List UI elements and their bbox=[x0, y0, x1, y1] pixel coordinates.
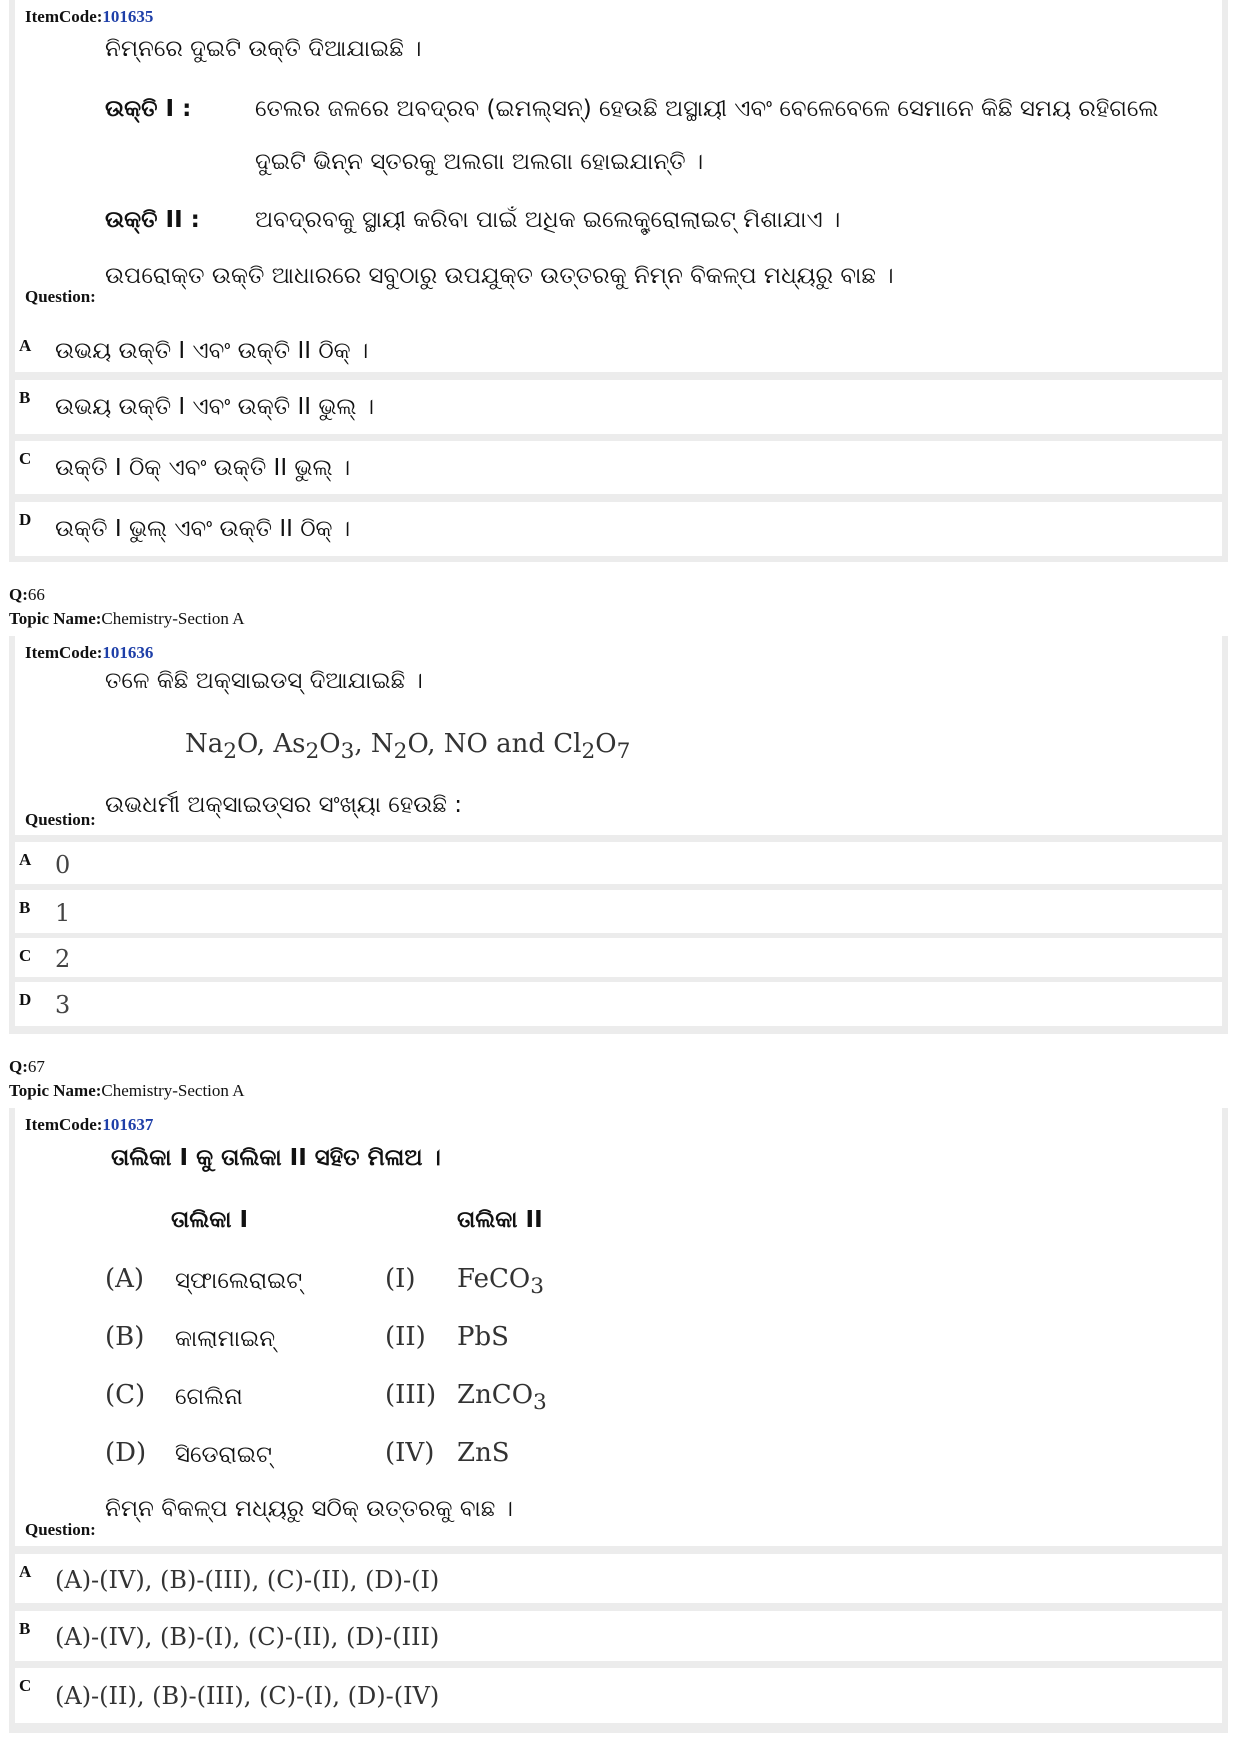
formula-znco3: ZnCO$_3$ bbox=[457, 1380, 547, 1416]
formula-zns: ZnS bbox=[457, 1438, 510, 1468]
option-d[interactable]: D ଉକ୍ତି I ଭୁଲ୍ ଏବଂ ଉକ୍ତି II ଠିକ୍ । bbox=[15, 502, 1222, 556]
question-67-topic: Topic Name:Chemistry-Section A bbox=[9, 1081, 245, 1100]
list-row-rkey: (III) bbox=[385, 1380, 437, 1410]
item-code: ItemCode:101636 bbox=[25, 643, 154, 662]
list-row-key: (D) bbox=[105, 1438, 147, 1468]
question-label: Question: bbox=[25, 1520, 96, 1539]
question-text: ନିମ୍ନ ବିକଳ୍ପ ମଧ୍ୟରୁ ସଠିକ୍ ଉତ୍ତରକୁ ବାଛ । bbox=[105, 1496, 514, 1522]
statement-2-label: ଉକ୍ତି II : bbox=[105, 207, 200, 233]
option-c[interactable]: C ଉକ୍ତି I ଠିକ୍ ଏବଂ ଉକ୍ତି II ଭୁଲ୍ । bbox=[15, 441, 1222, 494]
option-a[interactable]: A 0 bbox=[15, 842, 1222, 884]
option-b[interactable]: B 1 bbox=[15, 890, 1222, 933]
question-text: ଉପରୋକ୍ତ ଉକ୍ତି ଆଧାରରେ ସବୁଠାରୁ ଉପଯୁକ୍ତ ଉତ୍ତରକୁ ନିମ୍ନ ବିକଳ୍ପ ମଧ୍ୟରୁ ବାଛ । bbox=[105, 263, 894, 289]
option-c[interactable]: C 2 bbox=[15, 938, 1222, 977]
list-row-rkey: (I) bbox=[385, 1264, 416, 1294]
question-intro: ନିମ୍ନରେ ଦୁଇଟି ଉକ୍ତି ଦିଆଯାଇଛି । bbox=[105, 36, 422, 62]
item-code: ItemCode:101637 bbox=[25, 1115, 154, 1134]
list-row-key: (B) bbox=[105, 1322, 145, 1352]
statement-1-label: ଉକ୍ତି I : bbox=[105, 96, 192, 122]
option-b[interactable]: B (A)-(IV), (B)-(I), (C)-(II), (D)-(III) bbox=[15, 1611, 1222, 1661]
question-66-topic: Topic Name:Chemistry-Section A bbox=[9, 609, 245, 628]
question-label: Question: bbox=[25, 287, 96, 306]
oxide-list: $Na_2O$, $As_2O_3$, $N_2O$, NO and $Cl_2O_7$ bbox=[185, 729, 631, 765]
list-row-key: (C) bbox=[105, 1380, 146, 1410]
mineral-name: କାଲାମାଇନ୍ bbox=[175, 1326, 276, 1352]
formula-feco3: FeCO$_3$ bbox=[457, 1264, 544, 1300]
mineral-name: ଗେଲିନା bbox=[175, 1384, 243, 1410]
formula-pbs: PbS bbox=[457, 1322, 509, 1352]
option-a[interactable]: A ଉଭୟ ଉକ୍ତି I ଏବଂ ଉକ୍ତି II ଠିକ୍ । bbox=[15, 328, 1222, 372]
question-66-number: Q:66 bbox=[9, 585, 45, 604]
list-1-heading: ତାଲିକା I bbox=[171, 1207, 249, 1233]
statement-2-text: ଅବଦ୍ରବକୁ ସ୍ଥାୟୀ କରିବା ପାଇଁ ଅଧିକ ଇଲେକ୍ଟ୍ରୋଲାଇଟ୍ ମିଶାଯାଏ । bbox=[255, 207, 841, 233]
question-text: ଉଭଧର୍ମୀ ଅକ୍ସାଇଡ୍‌ସର ସଂଖ୍ୟା ହେଉଛି : bbox=[105, 792, 463, 818]
option-d[interactable]: D 3 bbox=[15, 982, 1222, 1026]
question-intro: ତାଲିକା I କୁ ତାଲିକା II ସହିତ ମିଳାଅ । bbox=[111, 1145, 441, 1171]
list-2-heading: ତାଲିକା II bbox=[457, 1207, 543, 1233]
statement-1-text: ତେଲର ଜଳରେ ଅବଦ୍ରବ (ଇମଲ୍‌ସନ୍) ହେଉଛି ଅସ୍ଥାୟୀ ଏବଂ ବେଳେବେଳେ ସେମାନେ କିଛି ସମୟ ରହିଗଲେ ଦୁଇଟି ଭିନ୍ନ ସ୍ତରକୁ ଅଲଗା ଅଲଗା ହୋଇଯାନ୍ତି । bbox=[255, 96, 1159, 175]
question-67-block bbox=[9, 1108, 1228, 1733]
mineral-name: ସ୍ଫାଲେରାଇଟ୍ bbox=[175, 1268, 303, 1294]
option-a[interactable]: A (A)-(IV), (B)-(III), (C)-(II), (D)-(I) bbox=[15, 1554, 1222, 1603]
list-row-rkey: (II) bbox=[385, 1322, 426, 1352]
option-b[interactable]: B ଉଭୟ ଉକ୍ତି I ଏବଂ ଉକ୍ତି II ଭୁଲ୍ । bbox=[15, 380, 1222, 434]
question-65-body bbox=[15, 0, 1222, 328]
list-row-rkey: (IV) bbox=[385, 1438, 435, 1468]
item-code: ItemCode:101635 bbox=[25, 7, 154, 26]
question-67-number: Q:67 bbox=[9, 1057, 45, 1076]
question-label: Question: bbox=[25, 810, 96, 829]
mineral-name: ସିଡେରାଇଟ୍ bbox=[175, 1442, 272, 1468]
question-66-body bbox=[15, 636, 1222, 835]
option-c[interactable]: C (A)-(II), (B)-(III), (C)-(I), (D)-(IV) bbox=[15, 1668, 1222, 1723]
question-65-block bbox=[9, 0, 1228, 562]
question-66-block bbox=[9, 636, 1228, 1034]
list-row-key: (A) bbox=[105, 1264, 145, 1294]
question-intro: ତଳେ କିଛି ଅକ୍ସାଇଡସ୍ ଦିଆଯାଇଛି । bbox=[105, 668, 423, 694]
question-67-body bbox=[15, 1108, 1222, 1546]
